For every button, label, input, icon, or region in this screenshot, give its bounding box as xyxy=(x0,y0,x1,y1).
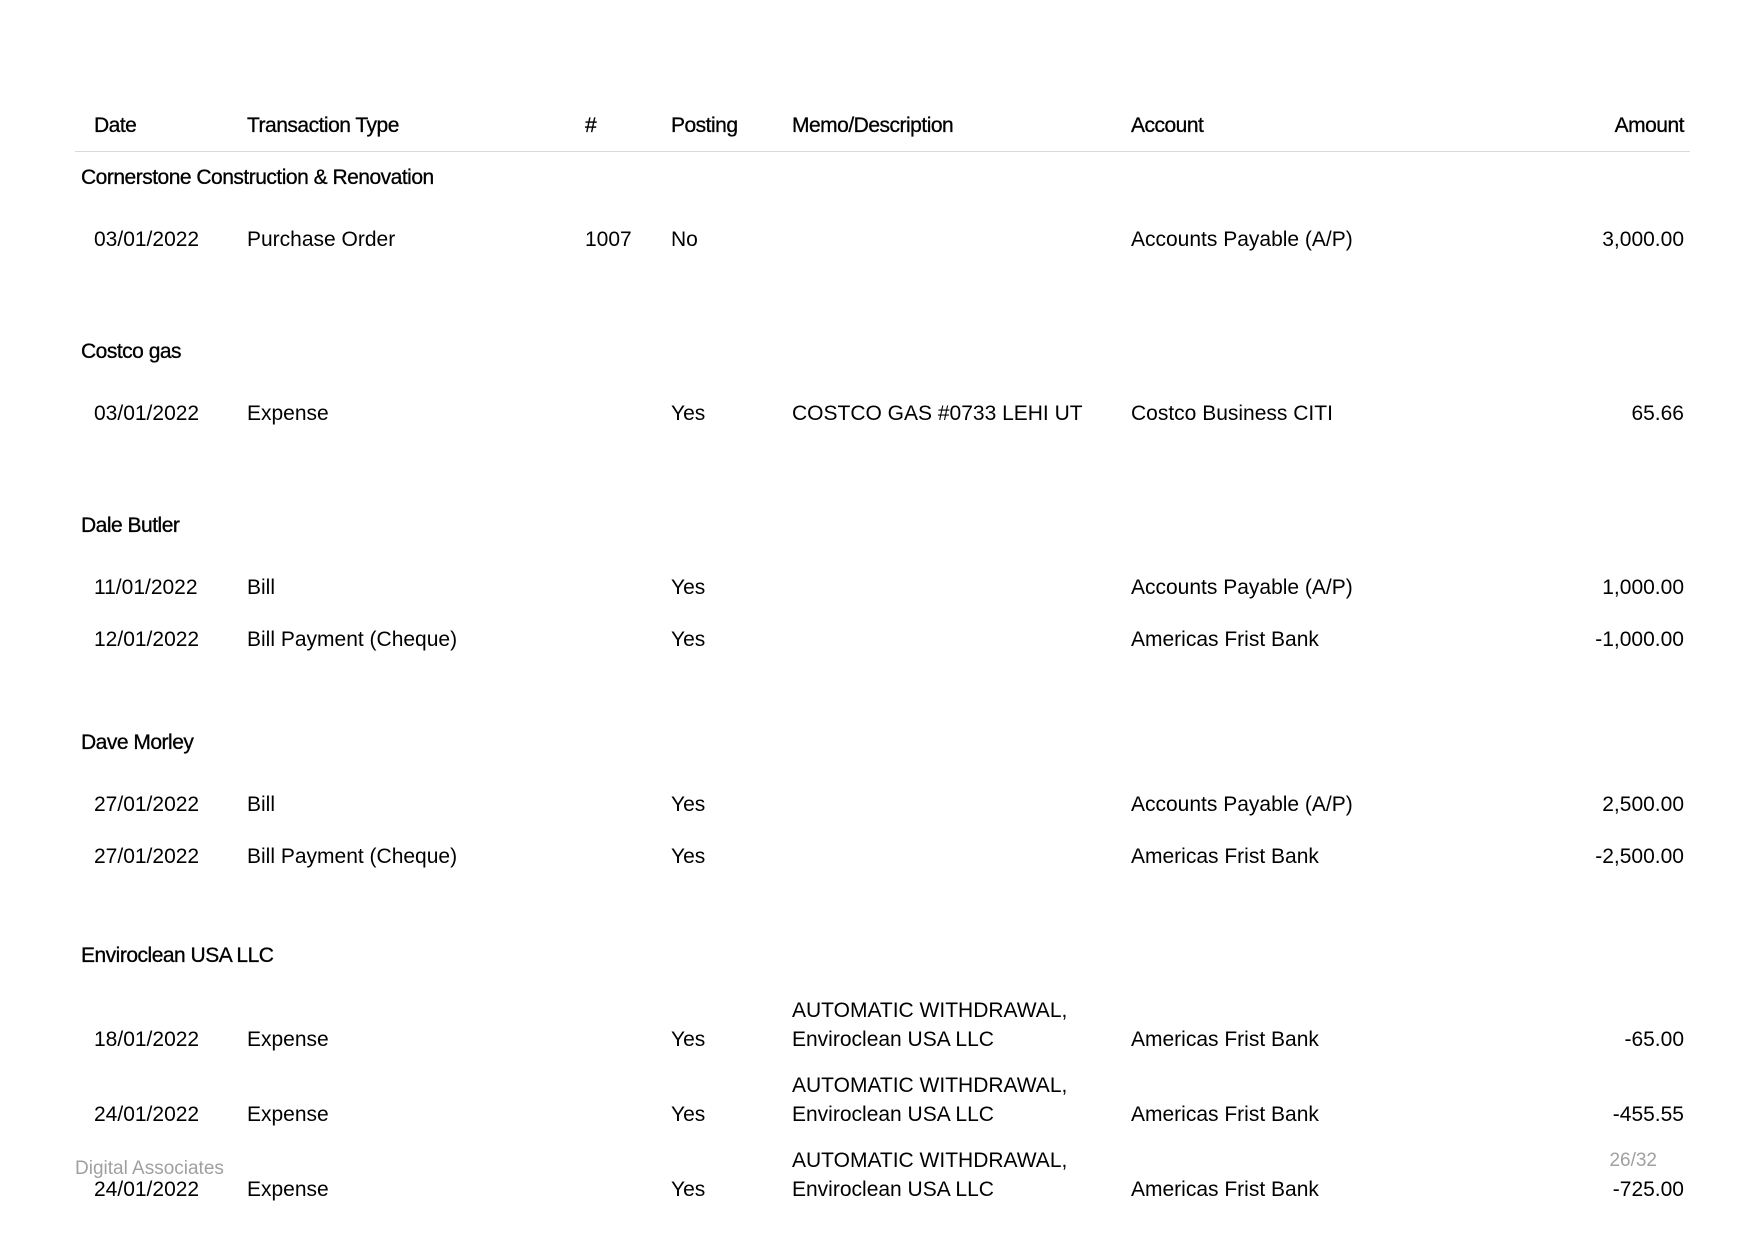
cell-account: Americas Frist Bank xyxy=(1131,1103,1319,1126)
column-header-posting: Posting xyxy=(671,100,792,152)
group-spacer xyxy=(75,659,1690,717)
cell-posting: No xyxy=(671,228,698,251)
cell-num xyxy=(585,1059,671,1134)
cell-num xyxy=(585,1134,671,1209)
group-header xyxy=(75,152,1690,203)
table-row xyxy=(75,550,1690,607)
cell-date: 24/01/2022 xyxy=(94,1103,200,1126)
table-row xyxy=(75,607,1690,659)
memo-line: Enviroclean USA LLC xyxy=(792,1103,994,1126)
cell-num: 1007 xyxy=(585,228,632,251)
cell-amount: -455.55 xyxy=(1612,1103,1684,1126)
cell-memo xyxy=(792,767,1131,824)
cell-account: Americas Frist Bank xyxy=(1131,628,1319,651)
cell-account: Accounts Payable (A/P) xyxy=(1131,228,1353,251)
cell-account: Americas Frist Bank xyxy=(1131,1178,1319,1201)
cell-account: Americas Frist Bank xyxy=(1131,845,1319,868)
table-row xyxy=(75,202,1690,259)
group-name: Cornerstone Construction & Renovation xyxy=(81,165,434,189)
group-spacer xyxy=(75,433,1690,500)
cell-amount: 3,000.00 xyxy=(1602,228,1684,251)
group-name: Dale Butler xyxy=(81,513,180,537)
cell-amount: -65.00 xyxy=(1624,1028,1684,1051)
cell-type: Expense xyxy=(247,1103,329,1126)
cell-posting: Yes xyxy=(671,628,706,651)
cell-amount: -725.00 xyxy=(1612,1178,1684,1201)
cell-num xyxy=(585,824,671,876)
cell-type: Bill Payment (Cheque) xyxy=(247,845,458,868)
group-spacer xyxy=(75,259,1690,326)
transaction-table xyxy=(75,100,1690,1209)
cell-posting: Yes xyxy=(671,576,706,599)
cell-account: Accounts Payable (A/P) xyxy=(1131,576,1353,599)
cell-memo xyxy=(792,824,1131,876)
cell-amount: 2,500.00 xyxy=(1602,793,1684,816)
cell-memo xyxy=(792,550,1131,607)
cell-amount: 1,000.00 xyxy=(1602,576,1684,599)
cell-date: 03/01/2022 xyxy=(94,402,200,425)
cell-account: Costco Business CITI xyxy=(1131,402,1333,425)
table-row xyxy=(75,980,1690,1059)
group-header xyxy=(75,717,1690,767)
cell-date: 12/01/2022 xyxy=(94,628,200,651)
cell-memo xyxy=(792,607,1131,659)
cell-amount: 65.66 xyxy=(1631,402,1684,425)
footer-company-name: Digital Associates xyxy=(75,1158,224,1179)
cell-type: Expense xyxy=(247,1178,329,1201)
cell-num xyxy=(585,767,671,824)
cell-date: 03/01/2022 xyxy=(94,228,200,251)
cell-memo xyxy=(792,1134,1131,1209)
cell-amount: -1,000.00 xyxy=(1595,628,1684,651)
column-header-date: Date xyxy=(75,100,247,152)
group-spacer xyxy=(75,876,1690,930)
cell-num xyxy=(585,607,671,659)
group-header xyxy=(75,930,1690,980)
cell-date: 24/01/2022 xyxy=(94,1178,200,1201)
cell-posting: Yes xyxy=(671,1103,706,1126)
table-row xyxy=(75,1059,1690,1134)
cell-date: 27/01/2022 xyxy=(94,793,200,816)
column-header-num: # xyxy=(585,100,671,152)
memo-line: AUTOMATIC WITHDRAWAL, xyxy=(792,1149,1068,1172)
memo-line: AUTOMATIC WITHDRAWAL, xyxy=(792,999,1068,1022)
transaction-report xyxy=(75,100,1690,1209)
table-row xyxy=(75,1134,1690,1209)
cell-amount: -2,500.00 xyxy=(1595,845,1684,868)
cell-type: Bill xyxy=(247,576,276,599)
table-header-row xyxy=(75,100,1690,152)
column-header-amount: Amount xyxy=(1443,100,1690,152)
cell-num xyxy=(585,980,671,1059)
footer-page-number: 26/32 xyxy=(1609,1150,1657,1171)
cell-posting: Yes xyxy=(671,1028,706,1051)
group-name: Dave Morley xyxy=(81,730,194,754)
cell-posting: Yes xyxy=(671,1178,706,1201)
cell-memo xyxy=(792,202,1131,259)
cell-posting: Yes xyxy=(671,402,706,425)
cell-memo: COSTCO GAS #0733 LEHI UT xyxy=(792,402,1083,425)
cell-type: Purchase Order xyxy=(247,228,396,251)
cell-account: Americas Frist Bank xyxy=(1131,1028,1319,1051)
column-header-account: Account xyxy=(1131,100,1443,152)
group-header xyxy=(75,500,1690,550)
memo-line: AUTOMATIC WITHDRAWAL, xyxy=(792,1074,1068,1097)
cell-memo xyxy=(792,1059,1131,1134)
memo-line: Enviroclean USA LLC xyxy=(792,1028,994,1051)
group-name: Enviroclean USA LLC xyxy=(81,943,274,967)
cell-date: 27/01/2022 xyxy=(94,845,200,868)
cell-date: 18/01/2022 xyxy=(94,1028,200,1051)
column-header-memo: Memo/Description xyxy=(792,100,1131,152)
cell-date: 11/01/2022 xyxy=(94,576,198,599)
cell-type: Bill xyxy=(247,793,276,816)
cell-num xyxy=(585,376,671,433)
table-row xyxy=(75,824,1690,876)
cell-type: Expense xyxy=(247,402,329,425)
table-row xyxy=(75,767,1690,824)
group-name: Costco gas xyxy=(81,339,182,363)
table-row xyxy=(75,376,1690,433)
cell-account: Accounts Payable (A/P) xyxy=(1131,793,1353,816)
cell-num xyxy=(585,550,671,607)
cell-memo xyxy=(792,980,1131,1059)
cell-type: Bill Payment (Cheque) xyxy=(247,628,458,651)
column-header-type: Transaction Type xyxy=(247,100,585,152)
cell-posting: Yes xyxy=(671,793,706,816)
group-header xyxy=(75,326,1690,376)
cell-posting: Yes xyxy=(671,845,706,868)
cell-type: Expense xyxy=(247,1028,329,1051)
memo-line: Enviroclean USA LLC xyxy=(792,1178,994,1201)
